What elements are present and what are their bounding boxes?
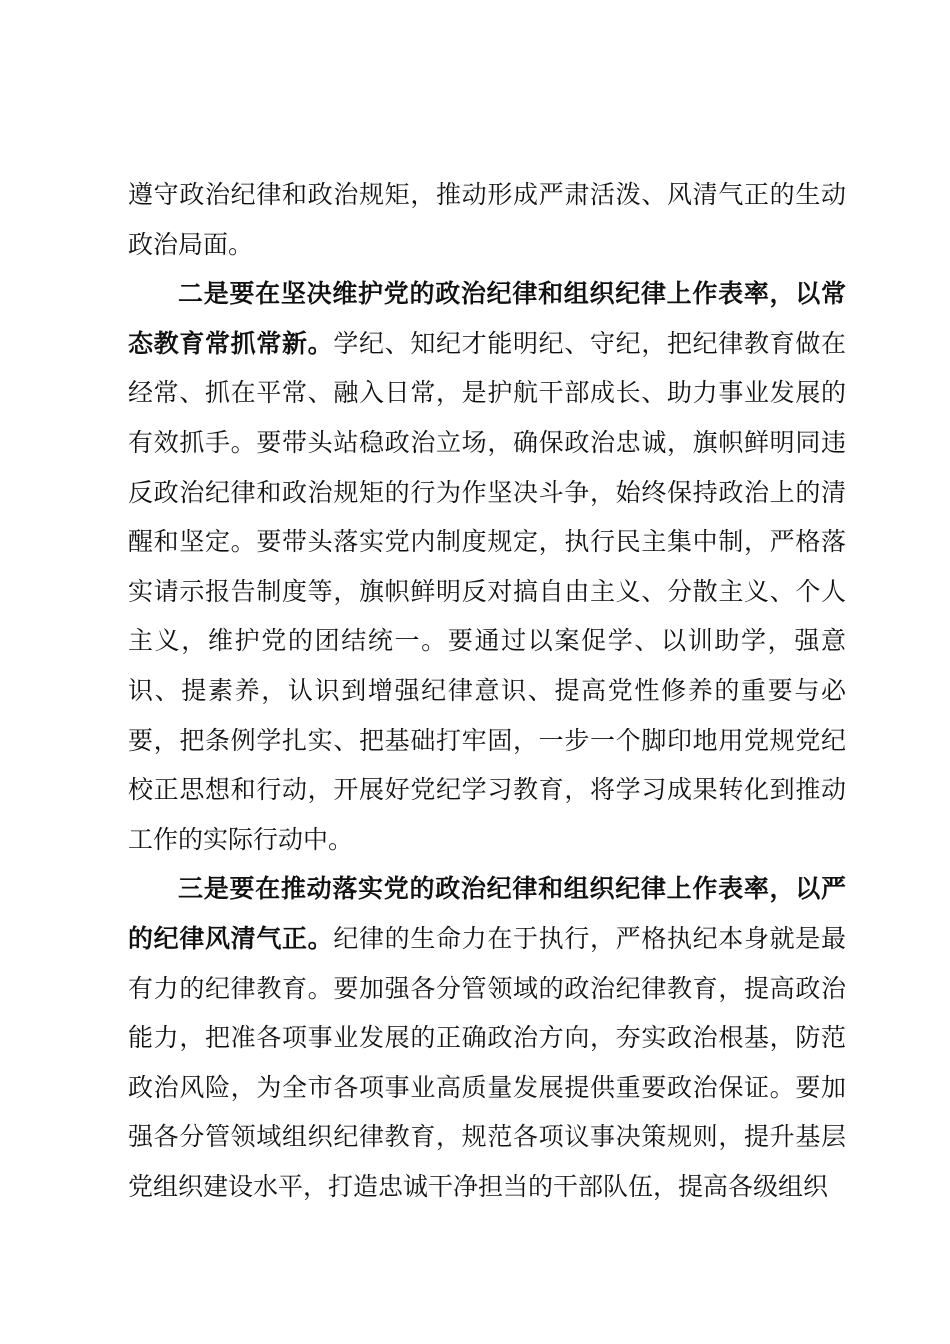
paragraph-second-point <box>128 269 846 864</box>
paragraph-third-point <box>128 864 846 1211</box>
paragraph-text: 学纪、知纪才能明纪、守纪，把纪律教育做在经常、抓在平常、融入日常，是护航干部成长、助力事业发展的有效抓手。要带头站稳政治立场，确保政治忠诚，旗帜鲜明同违反政治纪律和政治规矩的行为作坚决斗争，始终保持政治上的清醒和坚定。要带头落实党内制度规定，执行民主集中制，严格落实请示报告制度等，旗帜鲜明反对搞自由主义、分散主义、个人主义，维护党的团结统一。要通过以案促学、以训助学，强意识、提素养，认识到增强纪律意识、提高党性修养的重要与必要，把条例学扎实、把基础打牢固，一步一个脚印地用党规党纪校正思想和行动，开展好党纪学习教育，将学习成果转化到推动工作的实际行动中。 <box>128 328 846 854</box>
paragraph-text: 纪律的生命力在于执行，严格执纪本身就是最有力的纪律教育。要加强各分管领域的政治纪律教育，提高政治能力，把准各项事业发展的正确政治方向，夯实政治根基，防范政治风险，为全市各项事业高质量发展提供重要政治保证。要加强各分管领域组织纪律教育，规范各项议事决策规则，提升基层党组织建设水平，打造忠诚干净担当的干部队伍，提高各级组织 <box>128 923 846 1201</box>
paragraph-text: 遵守政治纪律和政治规矩，推动形成严肃活泼、风清气正的生动政治局面。 <box>128 180 846 259</box>
paragraph-lead: 三是要在推动落实党的政治纪律和组织纪律上作表率，以严的纪律风清气正。 <box>128 874 846 953</box>
paragraph-continuation <box>128 170 846 269</box>
paragraph-lead: 二是要在坚决维护党的政治纪律和组织纪律上作表率，以常态教育常抓常新。 <box>128 279 846 358</box>
document-body <box>128 170 846 1211</box>
